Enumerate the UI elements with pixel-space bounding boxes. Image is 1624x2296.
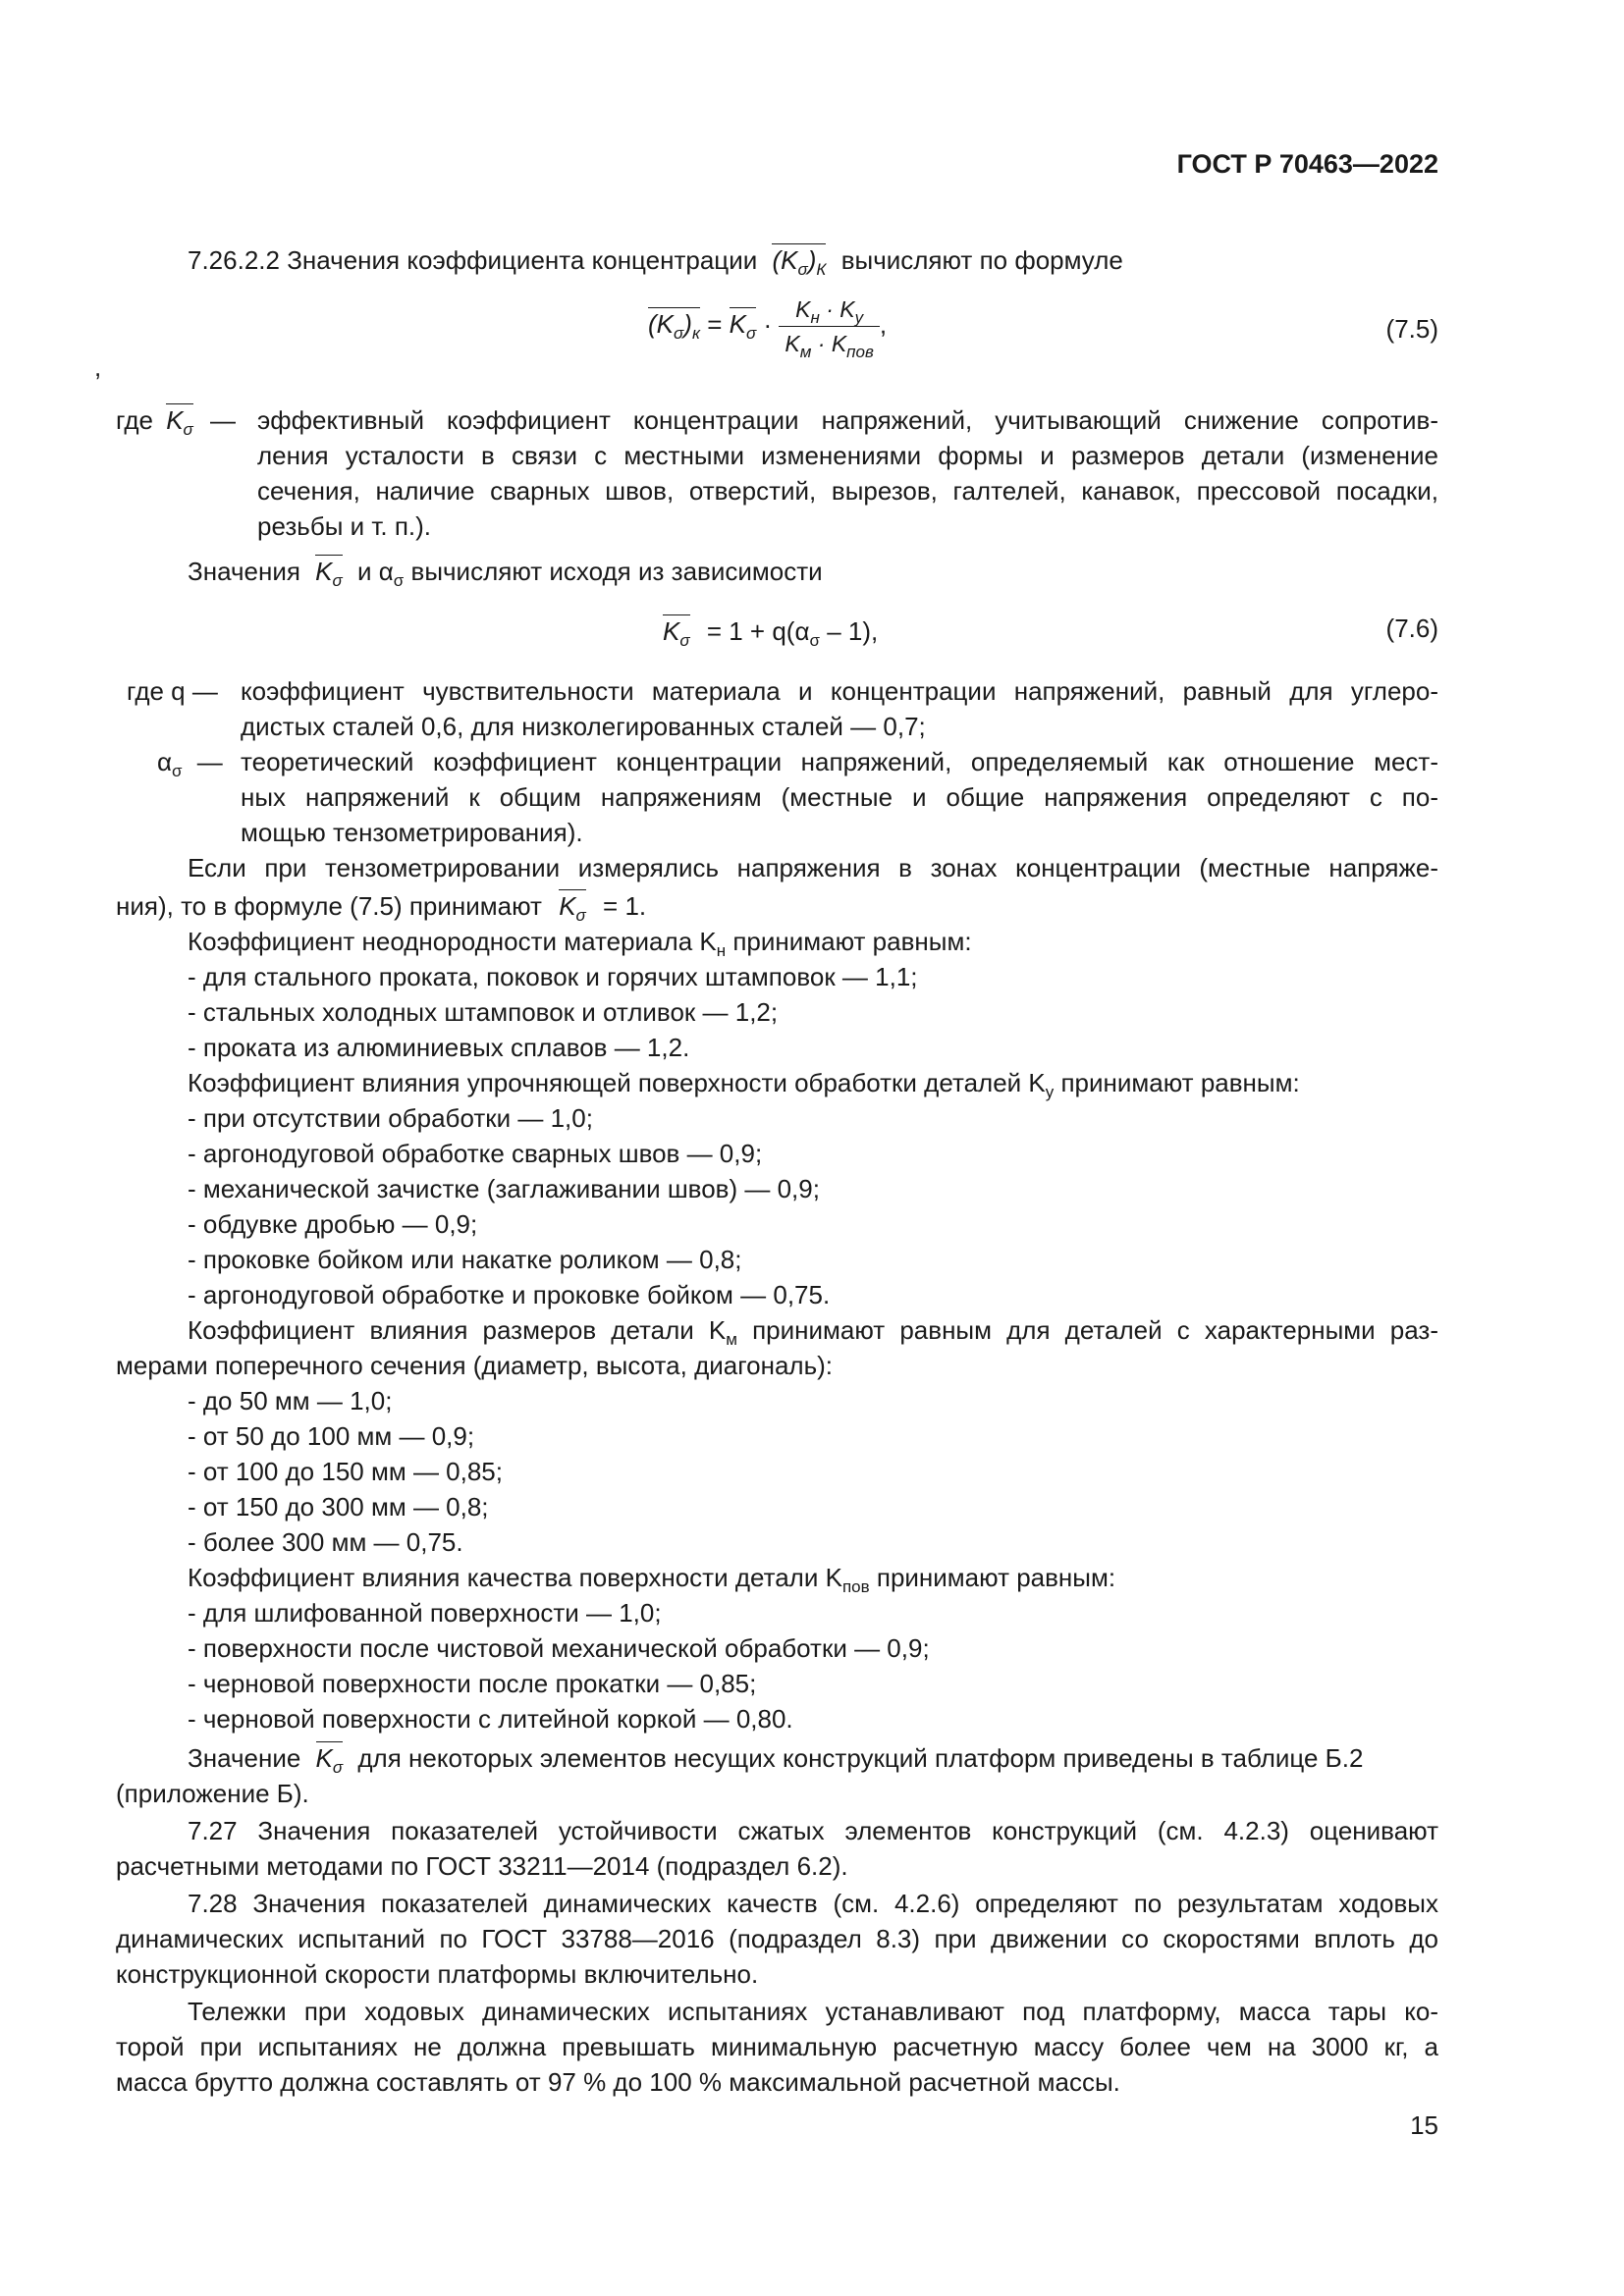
kpov-item: - черновой поверхности с литейной коркой — 0,80. — [188, 1704, 793, 1734]
kn-intro: Коэффициент неоднородности материала $K_н$ принимают равным: — [188, 927, 972, 960]
kn-item: - проката из алюминиевых сплавов — 1,2. — [188, 1033, 690, 1062]
formula-7-5: $(K_\sigma)_к = K_\sigma$ · $\frac{K_н \cdot K_у}{K_м \cdot K_{пов}}$ , — [648, 296, 888, 361]
stray-comma: , — [94, 352, 102, 382]
trucks-line-1: Тележки при ходовых динамических испытаниях устанавливают под платформу, масса тары ко- — [188, 1997, 1438, 2026]
tenso-line-1: Если при тензометрировании измерялись напряжения в зонах концентрации (местные напряже- — [188, 853, 1438, 882]
def-ksigma-label: где $K_\sigma$ — — [116, 405, 237, 439]
ksigma-table-line-1: Значение $K_\sigma$ для некоторых элементов несущих конструкций платформ приведены в таблице Б.2 — [188, 1743, 1364, 1777]
section-728-line-2: динамических испытаний по ГОСТ 33788—2016 (подраздел 8.3) при движении со скоростями вплоть до — [116, 1924, 1438, 1953]
ky-item: - механической зачистке (заглаживании швов) — 0,9; — [188, 1174, 820, 1203]
document-header: ГОСТ Р 70463—2022 — [1176, 149, 1438, 179]
kn-item: - для стального проката, поковок и горячих штамповок — 1,1; — [188, 962, 918, 991]
km-item: - от 150 до 300 мм — 0,8; — [188, 1492, 489, 1522]
ky-intro: Коэффициент влияния упрочняющей поверхности обработки деталей $K_у$ принимают равным: — [188, 1068, 1300, 1101]
formula-7-5-fraction: $\frac{K_н \cdot K_у}{K_м \cdot K_{пов}}$ — [779, 294, 879, 358]
def-alpha-label: $\alpha_\sigma$ — — [157, 747, 223, 780]
km-item: - от 50 до 100 мм — 0,9; — [188, 1421, 475, 1451]
values-paragraph: Значения $K_\sigma$ и $\alpha_\sigma$ вычисляют исходя из зависимости — [188, 557, 823, 590]
km-item: - от 100 до 150 мм — 0,85; — [188, 1457, 503, 1486]
ky-item: - аргонодуговой обработке и проковке бойком — 0,75. — [188, 1280, 831, 1309]
km-item: - до 50 мм — 1,0; — [188, 1386, 393, 1415]
document-page: ГОСТ Р 70463—2022 7.26.2.2 Значения коэффициента концентрации $(K_\sigma)_К$ вычисляют по формуле $(K_\sigma)_к = K_\sigma$ · $\frac{K_н \cdot K_у}{K_м \cdot K_{пов}}$ , (7.5) , где $K_\sigma$ — эффективный коэффициент концентрации напряжений, учитывающий снижение сопротив- ления усталости в связи с местными изменениями формы и размеров детали (изменение сечения, наличие сварных швов, отверстий, вырезов, галтелей, канавок, прессовой посадки, резьбы и т. п.). Значения $K_\sigma$ и $\alpha_\sigma$ вычисляют исходя из зависимости $K_\sigma = 1 + q(\alpha_\sigma - 1)$, (7.6) где q — коэффициент чувствительности материала и концентрации напряжений, равный для углеро- дистых сталей 0,6, для низколегированных сталей — 0,7; $\alpha_\sigma$ — теоретический коэффициент концентрации напряжений, определяемый как отношение мест- ных напряжений к общим напряжениям (местные и общие напряжения определяют с по- мощью тензометрирования). Если при тензометрировании измерялись напряжения в зонах концентрации (местные напряже- ния), то в формуле (7.5) принимают $K_\sigma = 1$. Коэффициент неоднородности материала $K_н$ принимают равным: - для стального проката, поковок и горячих штамповок — 1,1; - стальных холодных штамповок и отливок — 1,2; - проката из алюминиевых сплавов — 1,2. Коэффициент влияния упрочняющей поверхности обработки деталей $K_у$ принимают равным: - при отсутствии обработки — 1,0; - аргонодуговой обработке сварных швов — 0,9; - механической зачистке (заглаживании швов) — 0,9; - обдувке дробью — 0,9; - проковке бойком или накатке роликом — 0,8; - аргонодуговой обработке и проковке бойком — 0,75. Коэффициент влияния размеров детали $K_м$ принимают равным для деталей с характерными раз- мерами поперечного сечения (диаметр, высота, диагональ): - до 50 мм — 1,0; - от 50 до 100 мм — 0,9; - от 100 до 150 мм — 0,85; - от 150 до 300 мм — 0,8; - более 300 мм — 0,75. Коэффициент влияния качества поверхности детали $K_{пов}$ принимают равным: - для шлифованной поверхности — 1,0; - поверхности после чистовой механической обработки — 0,9; - черновой поверхности после прокатки — 0,85; - черновой поверхности с литейной коркой — 0,80. Значение $K_\sigma$ для некоторых элементов несущих конструкций платформ приведены в таблице Б.2 (приложение Б). 7.27 Значения показателей устойчивости сжатых элементов конструкций (см. 4.2.3) оценивают расчетными методами по ГОСТ 33211—2014 (подраздел 6.2). 7.28 Значения показателей динамических качеств (см. 4.2.6) определяют по результатам ходовых динамических испытаний по ГОСТ 33788—2016 (подраздел 8.3) при движении со скоростями вплоть до конструкционной скорости платформы включительно. Тележки при ходовых динамических испытаниях устанавливают под платформу, масса тары ко- торой при испытаниях не должна превышать минимальную расчетную массу более чем на 3000 кг, а масса брутто должна составлять от 97 % до 100 % максимальной расчетной массы. 15 — [94, 149, 1438, 2140]
km-item: - более 300 мм — 0,75. — [188, 1527, 463, 1557]
ksigma-table-line-2: (приложение Б). — [116, 1779, 309, 1808]
section-728-line-3: конструкционной скорости платформы включительно. — [116, 1959, 759, 1989]
page-number: 15 — [1410, 2110, 1438, 2140]
ky-item: - проковке бойком или накатке роликом — 0,8; — [188, 1245, 742, 1274]
trucks-line-3: масса брутто должна составлять от 97 % до 100 % максимальной расчетной массы. — [116, 2067, 1120, 2097]
km-intro: Коэффициент влияния размеров детали $K_м$ принимают равным для деталей с характерными раз- — [188, 1315, 1438, 1349]
ky-item: - обдувке дробью — 0,9; — [188, 1209, 478, 1239]
kpov-intro: Коэффициент влияния качества поверхности детали $K_{пов}$ принимают равным: — [188, 1563, 1116, 1596]
equation-number-7-6: (7.6) — [1385, 614, 1438, 643]
ky-item: - при отсутствии обработки — 1,0; — [188, 1103, 593, 1133]
section-727-line-2: расчетными методами по ГОСТ 33211—2014 (подраздел 6.2). — [116, 1851, 848, 1881]
section-727-line-1: 7.27 Значения показателей устойчивости сжатых элементов конструкций (см. 4.2.3) оценивают — [188, 1816, 1438, 1845]
kpov-item: - черновой поверхности после прокатки — 0,85; — [188, 1669, 757, 1698]
kpov-item: - поверхности после чистовой механической обработки — 0,9; — [188, 1633, 930, 1663]
formula-7-6: $K_\sigma = 1 + q(\alpha_\sigma - 1)$, — [663, 616, 879, 650]
section-7262-lead: 7.26.2.2 Значения коэффициента концентрации $(K_\sigma)_К$ вычисляют по формуле — [188, 245, 1123, 279]
kn-item: - стальных холодных штамповок и отливок — 1,2; — [188, 997, 779, 1027]
trucks-line-2: торой при испытаниях не должна превышать минимальную расчетную массу более чем на 3000 кг, а — [116, 2032, 1438, 2061]
def-q-label: где q — — [127, 676, 218, 706]
ky-item: - аргонодуговой обработке сварных швов — 0,9; — [188, 1139, 763, 1168]
tenso-line-2: ния), то в формуле (7.5) принимают $K_\sigma = 1$. — [116, 891, 647, 925]
equation-number-7-5: (7.5) — [1385, 314, 1438, 344]
kpov-item: - для шлифованной поверхности — 1,0; — [188, 1598, 662, 1628]
km-intro-line-2: мерами поперечного сечения (диаметр, высота, диагональ): — [116, 1351, 834, 1380]
section-728-line-1: 7.28 Значения показателей динамических качеств (см. 4.2.6) определяют по результатам ходовых — [188, 1889, 1438, 1918]
